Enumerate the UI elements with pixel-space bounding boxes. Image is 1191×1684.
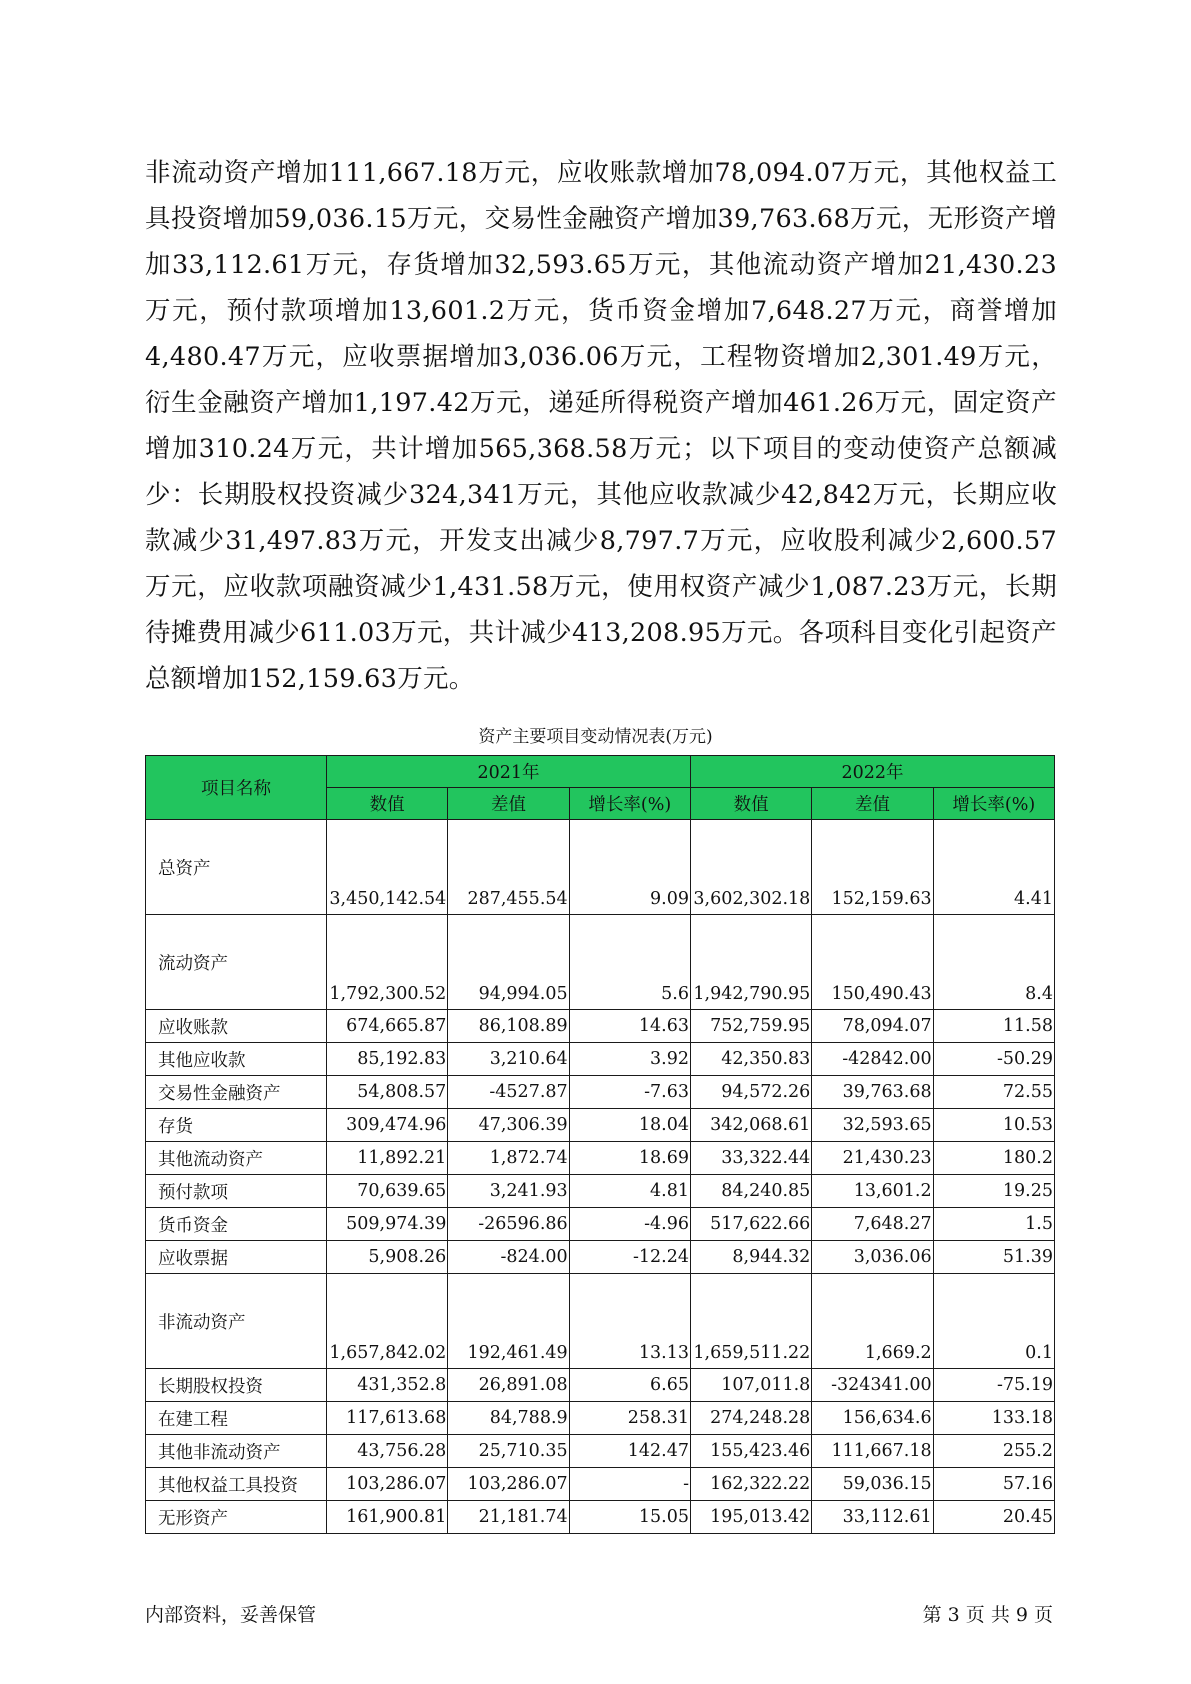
row-item-name: 其他流动资产	[146, 1142, 327, 1175]
row-cell: -4.96	[569, 1208, 690, 1241]
row-cell: 21,430.23	[812, 1142, 933, 1175]
row-cell: 43,756.28	[327, 1435, 448, 1468]
row-cell: 20.45	[933, 1501, 1054, 1534]
row-cell: -	[569, 1468, 690, 1501]
row-cell: 32,593.65	[812, 1109, 933, 1142]
row-cell: -324341.00	[812, 1369, 933, 1402]
row-cell: 51.39	[933, 1241, 1054, 1274]
row-cell: 8,944.32	[690, 1241, 811, 1274]
row-cell: 142.47	[569, 1435, 690, 1468]
row-cell: 84,240.85	[690, 1175, 811, 1208]
table-row	[146, 1369, 1055, 1402]
table-row	[146, 1241, 1055, 1274]
row-cell: 274,248.28	[690, 1402, 811, 1435]
table-row	[146, 1109, 1055, 1142]
row-cell: -7.63	[569, 1076, 690, 1109]
table-row	[146, 1175, 1055, 1208]
row-cell: 78,094.07	[812, 1010, 933, 1043]
header-growth-2021: 增长率(%)	[569, 788, 690, 820]
row-cell: 54,808.57	[327, 1076, 448, 1109]
row-cell: 180.2	[933, 1142, 1054, 1175]
row-item-name: 应收票据	[146, 1241, 327, 1274]
row-cell: 94,572.26	[690, 1076, 811, 1109]
header-diff-2022: 差值	[812, 788, 933, 820]
row-cell: 431,352.8	[327, 1369, 448, 1402]
row-cell: 156,634.6	[812, 1402, 933, 1435]
row-cell: 195,013.42	[690, 1501, 811, 1534]
table-row	[146, 1435, 1055, 1468]
row-item-name: 总资产	[146, 820, 327, 915]
row-cell: 14.63	[569, 1010, 690, 1043]
row-item-name: 非流动资产	[146, 1274, 327, 1369]
row-cell: 258.31	[569, 1402, 690, 1435]
row-item-name: 长期股权投资	[146, 1369, 327, 1402]
table-row	[146, 1043, 1055, 1076]
asset-change-table	[145, 755, 1055, 1534]
row-cell: 3,210.64	[448, 1043, 569, 1076]
header-value-2021: 数值	[327, 788, 448, 820]
table-title: 资产主要项目变动情况表(万元)	[478, 727, 713, 747]
row-cell: 1.5	[933, 1208, 1054, 1241]
row-cell: 517,622.66	[690, 1208, 811, 1241]
row-cell: 3,450,142.54	[327, 820, 448, 915]
row-cell: 752,759.95	[690, 1010, 811, 1043]
table-header-row-years	[146, 756, 1055, 788]
row-cell: -50.29	[933, 1043, 1054, 1076]
row-cell: 152,159.63	[812, 820, 933, 915]
row-item-name: 其他应收款	[146, 1043, 327, 1076]
row-item-name: 无形资产	[146, 1501, 327, 1534]
row-cell: 192,461.49	[448, 1274, 569, 1369]
row-cell: 7,648.27	[812, 1208, 933, 1241]
body-paragraph: 非流动资产增加111,667.18万元，应收账款增加78,094.07万元，其他权益工具投资增加59,036.15万元，交易性金融资产增加39,763.68万元，无形资产增加33,112.61万元，存货增加32,593.65万元，其他流动资产增加21,430.23万元，预付款项增加13,601.2万元，货币资金增加7,648.27万元，商誉增加4,480.47万元，应收票据增加3,036.06万元，工程物资增加2,301.49万元，衍生金融资产增加1,197.42万元，递延所得税资产增加461.26万元，固定资产增加310.24万元，共计增加565,368.58万元；以下项目的变动使资产总额减少：长期股权投资减少324,341万元，其他应收款减少42,842万元，长期应收款减少31,497.83万元，开发支出减少8,797.7万元，应收股利减少2,600.57万元，应收款项融资减少1,431.58万元，使用权资产减少1,087.23万元，长期待摊费用减少611.03万元，共计减少413,208.95万元。各项科目变化引起资产总额增加152,159.63万元。	[145, 158, 1057, 694]
row-cell: 1,792,300.52	[327, 915, 448, 1010]
row-cell: 342,068.61	[690, 1109, 811, 1142]
row-cell: 103,286.07	[448, 1468, 569, 1501]
row-cell: 86,108.89	[448, 1010, 569, 1043]
row-cell: 8.4	[933, 915, 1054, 1010]
row-cell: 42,350.83	[690, 1043, 811, 1076]
row-cell: 18.69	[569, 1142, 690, 1175]
row-cell: 11,892.21	[327, 1142, 448, 1175]
table-row	[146, 820, 1055, 915]
row-cell: 1,659,511.22	[690, 1274, 811, 1369]
footer-confidential-note: 内部资料，妥善保管	[145, 1604, 317, 1626]
table-row	[146, 1274, 1055, 1369]
table-body	[146, 820, 1055, 1534]
row-cell: 9.09	[569, 820, 690, 915]
row-cell: 111,667.18	[812, 1435, 933, 1468]
table-row	[146, 1402, 1055, 1435]
row-item-name: 其他非流动资产	[146, 1435, 327, 1468]
row-cell: 25,710.35	[448, 1435, 569, 1468]
row-cell: 155,423.46	[690, 1435, 811, 1468]
row-cell: 59,036.15	[812, 1468, 933, 1501]
row-item-name: 应收账款	[146, 1010, 327, 1043]
row-cell: 287,455.54	[448, 820, 569, 915]
row-cell: 150,490.43	[812, 915, 933, 1010]
row-cell: -26596.86	[448, 1208, 569, 1241]
row-cell: 21,181.74	[448, 1501, 569, 1534]
row-item-name: 预付款项	[146, 1175, 327, 1208]
row-cell: 255.2	[933, 1435, 1054, 1468]
row-item-name: 货币资金	[146, 1208, 327, 1241]
row-cell: 26,891.08	[448, 1369, 569, 1402]
row-item-name: 在建工程	[146, 1402, 327, 1435]
row-cell: 3.92	[569, 1043, 690, 1076]
row-cell: 117,613.68	[327, 1402, 448, 1435]
row-cell: 5,908.26	[327, 1241, 448, 1274]
row-cell: 3,602,302.18	[690, 820, 811, 915]
row-cell: 39,763.68	[812, 1076, 933, 1109]
row-cell: 5.6	[569, 915, 690, 1010]
row-cell: 33,112.61	[812, 1501, 933, 1534]
header-year-2021: 2021年	[327, 756, 691, 788]
row-cell: 47,306.39	[448, 1109, 569, 1142]
row-cell: 13,601.2	[812, 1175, 933, 1208]
row-cell: 33,322.44	[690, 1142, 811, 1175]
row-cell: 309,474.96	[327, 1109, 448, 1142]
row-cell: 161,900.81	[327, 1501, 448, 1534]
row-cell: 1,669.2	[812, 1274, 933, 1369]
header-year-2022: 2022年	[690, 756, 1054, 788]
row-cell: 674,665.87	[327, 1010, 448, 1043]
row-item-name: 交易性金融资产	[146, 1076, 327, 1109]
row-cell: -12.24	[569, 1241, 690, 1274]
row-cell: 72.55	[933, 1076, 1054, 1109]
table-row	[146, 1501, 1055, 1534]
table-row	[146, 1142, 1055, 1175]
row-cell: 3,241.93	[448, 1175, 569, 1208]
row-cell: 11.58	[933, 1010, 1054, 1043]
row-cell: -824.00	[448, 1241, 569, 1274]
row-cell: 19.25	[933, 1175, 1054, 1208]
row-cell: 10.53	[933, 1109, 1054, 1142]
row-cell: 103,286.07	[327, 1468, 448, 1501]
row-cell: 3,036.06	[812, 1241, 933, 1274]
row-cell: 15.05	[569, 1501, 690, 1534]
row-cell: -4527.87	[448, 1076, 569, 1109]
row-cell: 57.16	[933, 1468, 1054, 1501]
row-cell: 94,994.05	[448, 915, 569, 1010]
header-item-name: 项目名称	[146, 756, 327, 820]
footer-page-number: 第 3 页 共 9 页	[922, 1604, 1053, 1626]
row-cell: 1,942,790.95	[690, 915, 811, 1010]
table-row	[146, 1468, 1055, 1501]
header-value-2022: 数值	[690, 788, 811, 820]
row-cell: 84,788.9	[448, 1402, 569, 1435]
table-row	[146, 915, 1055, 1010]
row-item-name: 流动资产	[146, 915, 327, 1010]
header-growth-2022: 增长率(%)	[933, 788, 1054, 820]
row-cell: 133.18	[933, 1402, 1054, 1435]
row-cell: 4.41	[933, 820, 1054, 915]
row-cell: 70,639.65	[327, 1175, 448, 1208]
row-cell: 162,322.22	[690, 1468, 811, 1501]
table-row	[146, 1076, 1055, 1109]
table-row	[146, 1010, 1055, 1043]
row-cell: 13.13	[569, 1274, 690, 1369]
row-cell: 6.65	[569, 1369, 690, 1402]
row-cell: 85,192.83	[327, 1043, 448, 1076]
row-cell: 0.1	[933, 1274, 1054, 1369]
table-row	[146, 1208, 1055, 1241]
row-cell: -42842.00	[812, 1043, 933, 1076]
row-cell: 18.04	[569, 1109, 690, 1142]
row-cell: 1,872.74	[448, 1142, 569, 1175]
row-cell: 1,657,842.02	[327, 1274, 448, 1369]
header-diff-2021: 差值	[448, 788, 569, 820]
row-cell: -75.19	[933, 1369, 1054, 1402]
row-cell: 4.81	[569, 1175, 690, 1208]
row-item-name: 其他权益工具投资	[146, 1468, 327, 1501]
row-item-name: 存货	[146, 1109, 327, 1142]
row-cell: 509,974.39	[327, 1208, 448, 1241]
row-cell: 107,011.8	[690, 1369, 811, 1402]
